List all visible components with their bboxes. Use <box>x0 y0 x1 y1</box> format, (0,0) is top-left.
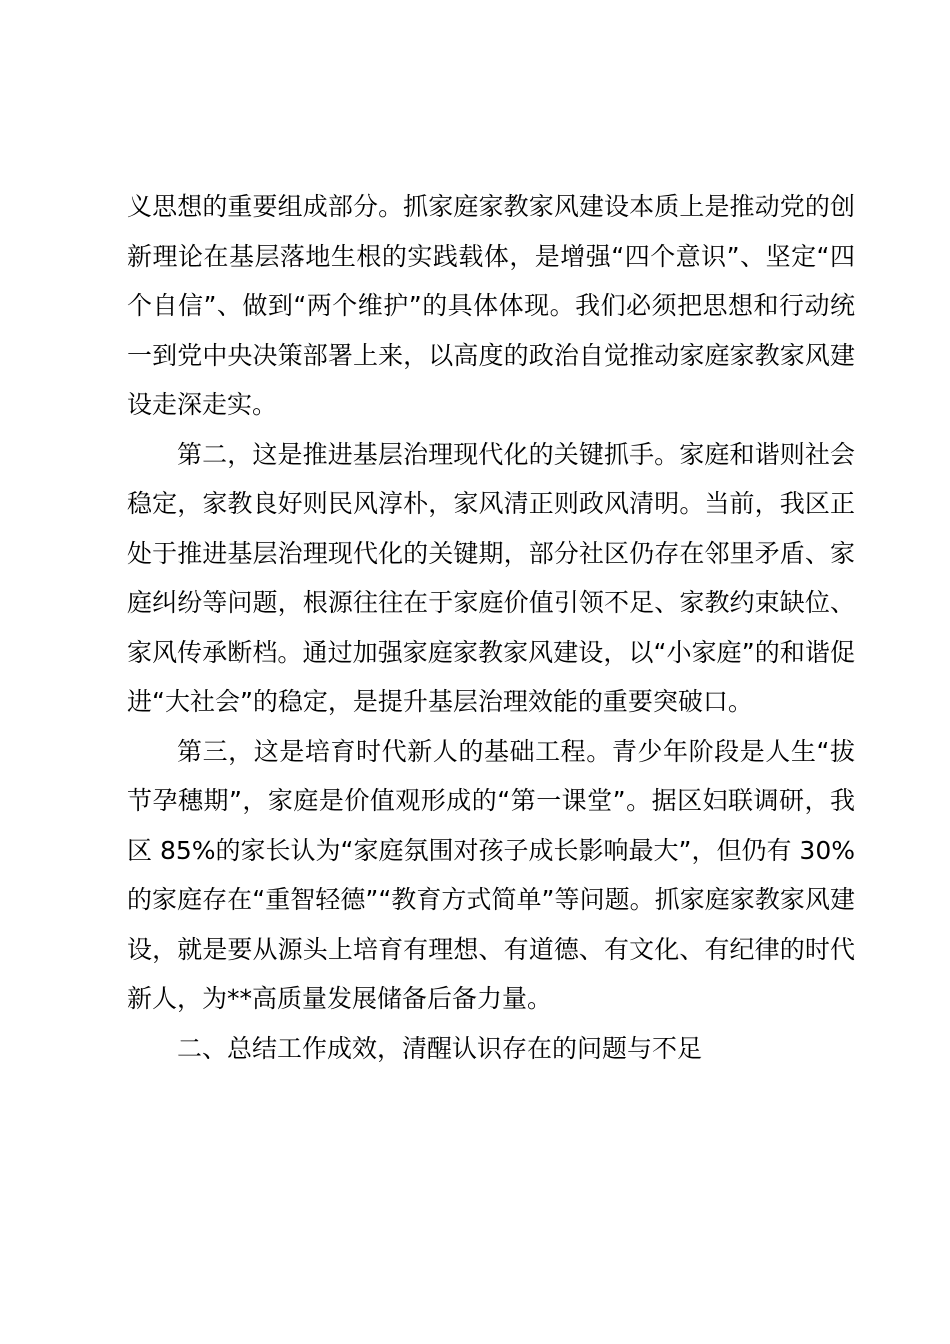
paragraph-second-point: 第二，这是推进基层治理现代化的关键抓手。家庭和谐则社会稳定，家教良好则民风淳朴，家风清正则政风清明。当前，我区正处于推进基层治理现代化的关键期，部分社区仍存在邻里矛盾、家庭纠纷等问题，根源往往在于家庭价值引领不足、家教约束缺位、家风传承断档。通过加强家庭家教家风建设，以“小家庭”的和谐促进“大社会”的稳定，是提升基层治理效能的重要突破口。 <box>127 439 855 716</box>
section-heading: 二、总结工作成效，清醒认识存在的问题与不足 <box>177 1033 703 1063</box>
paragraph-third-point: 第三，这是培育时代新人的基础工程。青少年阶段是人生“拔节孕穗期”，家庭是价值观形成的“第一课堂”。据区妇联调研，我区 85%的家长认为“家庭氛围对孩子成长影响最大”，但仍有 30%的家庭存在“重智轻德”“教育方式简单”等问题。抓家庭家教家风建设，就是要从源头上培育有理想、有道德、有文化、有纪律的时代新人，为**高质量发展储备后备力量。 <box>127 736 855 1013</box>
paragraph-continuation: 义思想的重要组成部分。抓家庭家教家风建设本质上是推动党的创新理论在基层落地生根的实践载体，是增强“四个意识”、坚定“四个自信”、做到“两个维护”的具体体现。我们必须把思想和行动统一到党中央决策部署上来，以高度的政治自觉推动家庭家教家风建设走深走实。 <box>127 192 855 419</box>
document-body <box>127 182 855 1073</box>
